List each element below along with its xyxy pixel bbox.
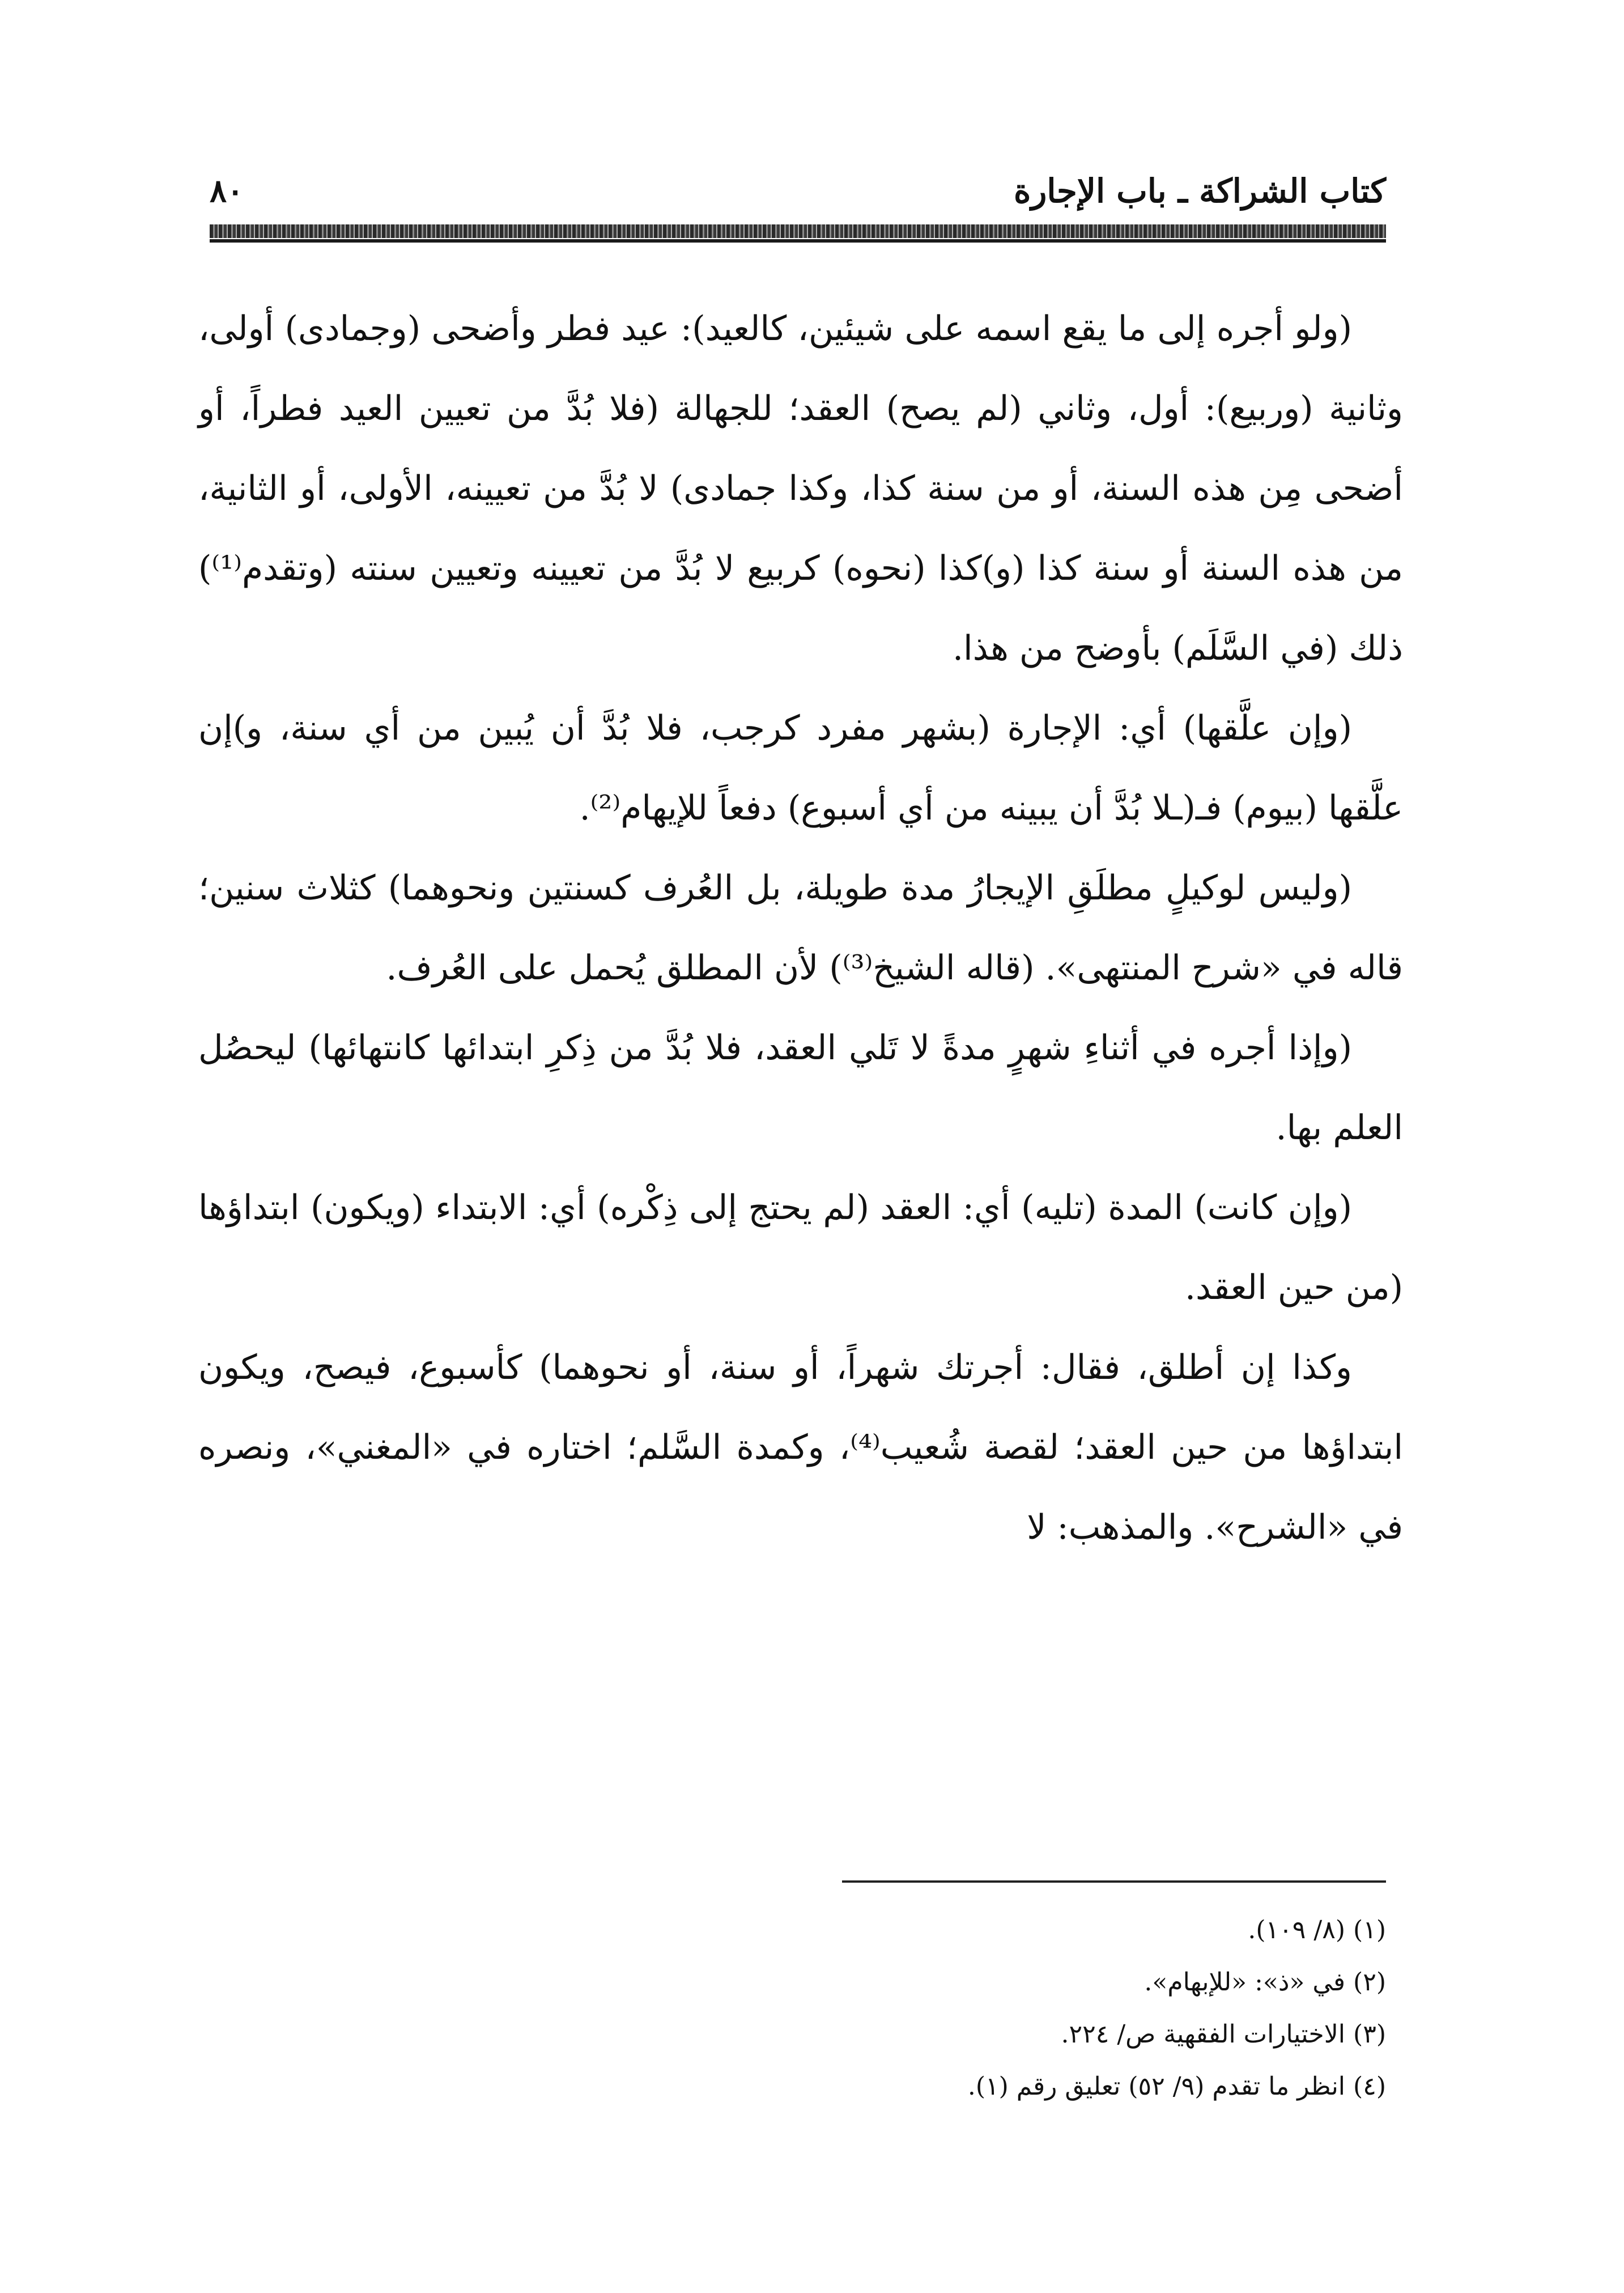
page-number: ٨٠ bbox=[210, 172, 244, 210]
running-header bbox=[210, 164, 1386, 218]
paragraph: وكذا إن أطلق، فقال: أجرتك شهراً، أو سنة، أو نحوهما) كأسبوع، فيصح، ويكون ابتداؤها من حين العقد؛ لقصة شُعيب⁽⁴⁾، وكمدة السَّلم؛ اختاره في «المغني»، ونصره في «الشرح». والمذهب: لا bbox=[198, 1348, 1403, 1547]
footnote: (٤) انظر ما تقدم (٩/ ٥٢) تعليق رقم (١). bbox=[967, 2072, 1386, 2101]
paragraph: (وإن علَّقها) أي: الإجارة (بشهر مفرد كرجب، فلا بُدَّ أن يُبين من أي سنة، و)إن علَّقها (بيوم) فـ(ـلا بُدَّ أن يبينه من أي أسبوع) دفعاً للإيهام⁽²⁾. bbox=[198, 708, 1403, 828]
header-title: كتاب الشراكة ـ باب الإجارة bbox=[1013, 172, 1386, 210]
header-rule bbox=[210, 224, 1386, 238]
paragraph: (وإذا أجره في أثناءِ شهرٍ مدةً لا تَلي العقد، فلا بُدَّ من ذِكرِ ابتدائها كانتهائها) ليحصُل العلم بها. bbox=[198, 1028, 1403, 1148]
paragraph: (وليس لوكيلٍ مطلَقِ الإيجارُ مدة طويلة، بل العُرف كسنتين ونحوهما) كثلاث سنين؛ قاله في «شرح المنتهى». (قاله الشيخ⁽³⁾) لأن المطلق يُحمل على العُرف. bbox=[198, 868, 1403, 988]
footnote: (٣) الاختيارات الفقهية ص/ ٢٢٤. bbox=[1061, 2020, 1386, 2049]
paragraph: (ولو أجره إلى ما يقع اسمه على شيئين، كالعيد): عيد فطر وأضحى (وجمادى) أولى، وثانية (وربيع): أول، وثاني (لم يصح) العقد؛ للجهالة (فلا بُدَّ من تعيين العيد فطراً، أو أضحى مِن هذه السنة، أو من سنة كذا، وكذا جمادى) لا بُدَّ من تعيينه، الأولى، أو الثانية، من هذه السنة أو سنة كذا (و)كذا (نحوه) كربيع لا بُدَّ من تعيينه وتعيين سنته (وتقدم⁽¹⁾) ذلك (في السَّلَم) بأوضح من هذا. bbox=[198, 309, 1403, 668]
footnotes bbox=[479, 1904, 1386, 2113]
main-text bbox=[198, 289, 1403, 1568]
footnote-separator bbox=[842, 1880, 1386, 1883]
footnote: (١) (٨/ ١٠٩). bbox=[1248, 1916, 1386, 1944]
paragraph: (وإن كانت) المدة (تليه) أي: العقد (لم يحتج إلى ذِكْره) أي: الابتداء (ويكون) ابتداؤها (من حين العقد. bbox=[198, 1188, 1403, 1307]
footnote: (٢) في «ذ»: «للإبهام». bbox=[1144, 1968, 1386, 1997]
